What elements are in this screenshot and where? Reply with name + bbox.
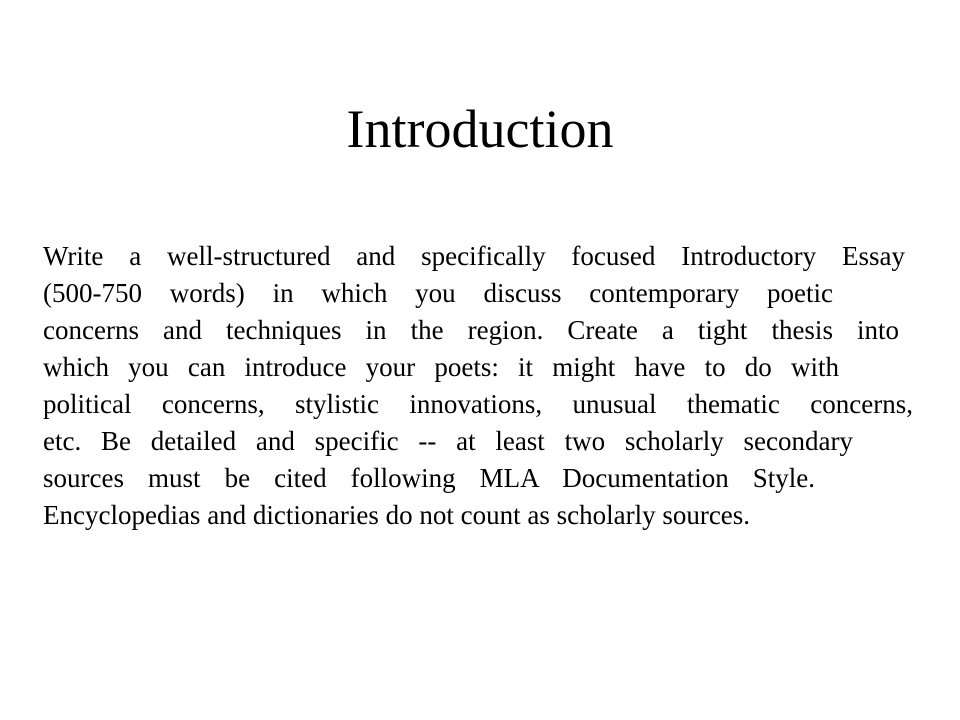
body-line: Write a well-structured and specifically focused Introductory Essay <box>43 241 905 271</box>
body-line: which you can introduce your poets: it might have to do with <box>43 352 839 382</box>
slide-title: Introduction <box>346 99 614 159</box>
body-line: sources must be cited following MLA Documentation Style. <box>43 463 815 493</box>
body-line: political concerns, stylistic innovations, unusual thematic concerns, <box>43 389 913 419</box>
slide-body <box>43 238 923 534</box>
body-line: (500-750 words) in which you discuss contemporary poetic <box>43 278 833 308</box>
body-line: Encyclopedias and dictionaries do not count as scholarly sources. <box>43 500 751 530</box>
body-line: concerns and techniques in the region. Create a tight thesis into <box>43 315 899 345</box>
body-line: etc. Be detailed and specific -- at least two scholarly secondary <box>43 426 853 456</box>
